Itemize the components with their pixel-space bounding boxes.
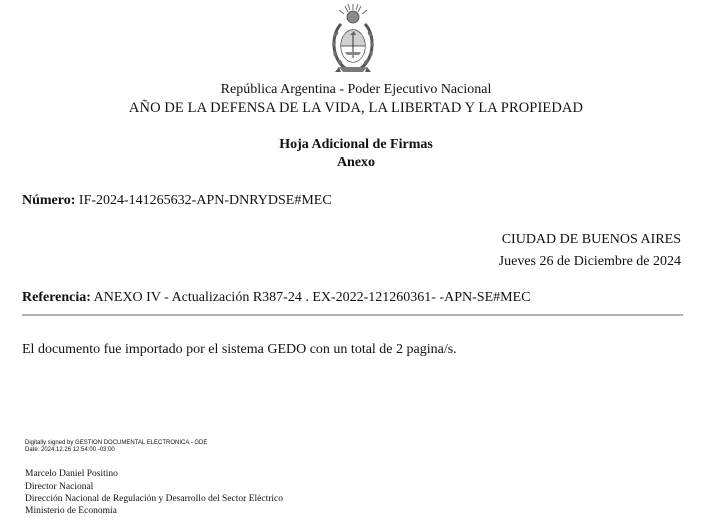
numero-label: Número: <box>22 193 76 208</box>
digital-signature-date: Date: 2024.12.26 12:54:00 -03:00 <box>25 447 115 453</box>
referencia-row <box>22 290 530 306</box>
signer-name: Marcelo Daniel Positino <box>25 469 118 479</box>
signer-ministry: Ministerio de Economía <box>25 506 117 516</box>
city: CIUDAD DE BUENOS AIRES <box>501 232 681 247</box>
digital-signature-signer: Digitally signed by GESTION DOCUMENTAL ELECTRONICA - GDE <box>25 440 208 446</box>
numero-row <box>22 193 332 209</box>
header-government-line: República Argentina - Poder Ejecutivo Nacional <box>220 82 492 97</box>
date: Jueves 26 de Diciembre de 2024 <box>498 254 681 269</box>
numero-value: IF-2024-141265632-APN-DNRYDSE#MEC <box>78 193 332 208</box>
document-body: El documento fue importado por el sistema GEDO con un total de 2 pagina/s. <box>22 342 457 357</box>
header-year-motto: AÑO DE LA DEFENSA DE LA VIDA, LA LIBERTAD Y LA PROPIEDAD <box>128 100 584 116</box>
coat-of-arms-icon <box>327 4 379 80</box>
document-title: Hoja Adicional de Firmas <box>279 137 433 152</box>
referencia-value: ANEXO IV - Actualización R387-24 . EX-2022-121260361- -APN-SE#MEC <box>93 290 531 305</box>
document-subtitle: Anexo <box>336 155 376 170</box>
signer-direction: Dirección Nacional de Regulación y Desarrollo del Sector Eléctrico <box>25 494 283 504</box>
divider <box>22 314 683 316</box>
referencia-label: Referencia: <box>22 290 91 305</box>
signer-title: Director Nacional <box>25 482 94 492</box>
